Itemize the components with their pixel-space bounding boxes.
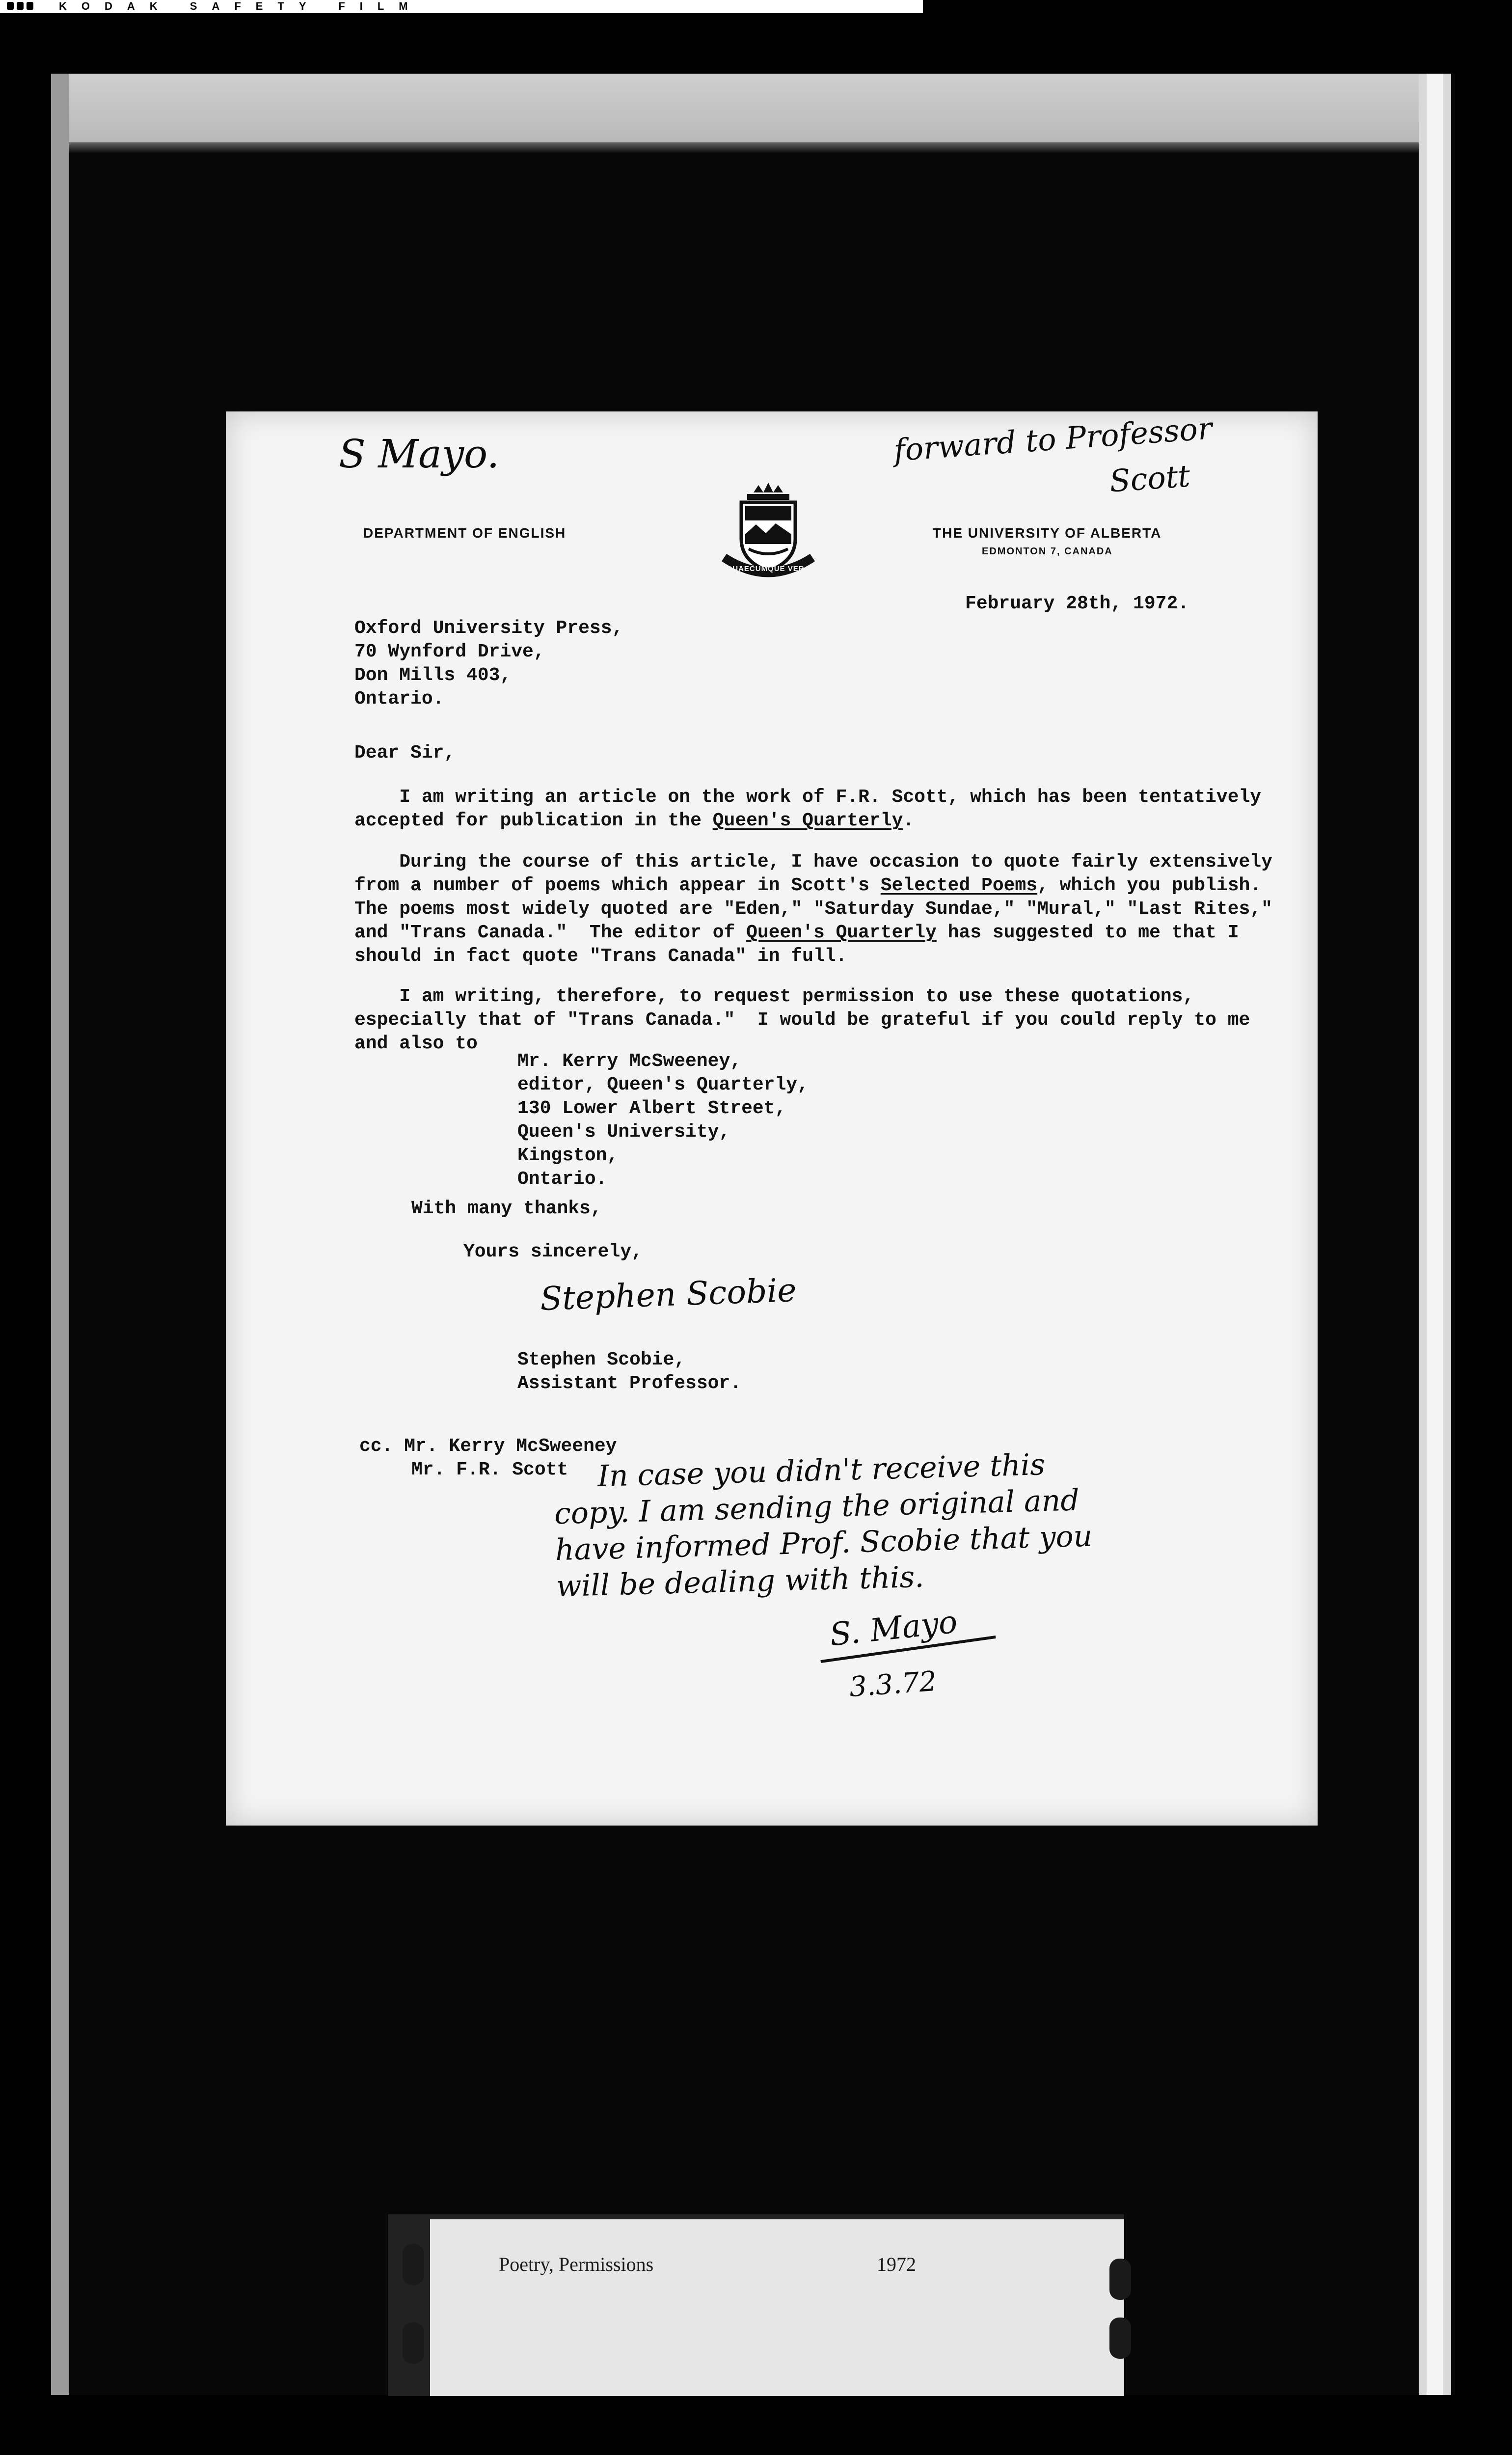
paragraph-line: especially that of "Trans Canada." I would be grateful if you could reply to me: [354, 1009, 1250, 1031]
frame-right-rail-inner: [1427, 74, 1443, 2395]
frame-top-band: [51, 74, 1421, 147]
handwritten-name-top-left: S Mayo.: [339, 431, 500, 477]
university-crest: [712, 475, 825, 588]
address-line: 130 Lower Albert Street,: [517, 1098, 786, 1119]
card-punch-hole: [1109, 2318, 1131, 2359]
underlined-title: Queen's Quarterly: [712, 810, 903, 831]
card-subject: Poetry, Permissions: [499, 2253, 654, 2275]
underlined-title: Selected Poems: [880, 875, 1038, 896]
card-punch-hole: [1109, 2259, 1131, 2300]
handwritten-note-line: have informed Prof. Scobie that you: [555, 1519, 1093, 1568]
handwritten-note-line: will be dealing with this.: [556, 1559, 925, 1604]
address-line: 70 Wynford Drive,: [354, 641, 545, 662]
paragraph-line: and "Trans Canada." The editor of Queen's Quarterly has suggested to me that I: [354, 922, 1239, 943]
frame-left-rail: [51, 74, 69, 2395]
university-name: THE UNIVERSITY OF ALBERTA: [933, 525, 1162, 541]
frame-top-shadow: [51, 142, 1421, 153]
crest-shield-icon: [712, 475, 825, 588]
cc-line-2: Mr. F.R. Scott: [411, 1459, 568, 1480]
address-line: Don Mills 403,: [354, 665, 512, 686]
archive-label-card: [430, 2219, 1124, 2396]
handwritten-forward-note-line2: Scott: [1108, 458, 1191, 499]
paragraph-line: I am writing, therefore, to request permission to use these quotations,: [354, 986, 1194, 1007]
film-edge-strip: [0, 0, 923, 13]
paragraph-2: [354, 850, 1272, 968]
film-sprocket-holes: [7, 2, 41, 10]
card-year: 1972: [877, 2253, 916, 2275]
paragraph-line: from a number of poems which appear in Scott's Selected Poems, which you publish.: [354, 875, 1262, 896]
thanks-line: With many thanks,: [411, 1198, 602, 1219]
signature: Stephen Scobie: [539, 1271, 797, 1318]
signer-title: Assistant Professor.: [517, 1373, 742, 1394]
card-punch-hole: [403, 2244, 424, 2285]
closing-line: Yours sincerely,: [463, 1241, 643, 1262]
address-line: Queen's University,: [517, 1121, 730, 1143]
salutation: Dear Sir,: [354, 742, 456, 764]
paragraph-line: The poems most widely quoted are "Eden," "Saturday Sundae," "Mural," "Last Rites,": [354, 899, 1272, 920]
paragraph-line: should in fact quote "Trans Canada" in full.: [354, 946, 847, 967]
handwritten-note-line: In case you didn't receive this: [597, 1447, 1046, 1494]
handwritten-forward-note: forward to Professor: [892, 410, 1214, 468]
crest-motto: QUAECUMQUE VERA: [726, 565, 810, 573]
university-city: EDMONTON 7, CANADA: [982, 546, 1113, 557]
film-edge-text: KODAK SAFETY FILM: [59, 0, 423, 12]
paragraph-3: [354, 985, 1250, 1056]
paragraph-line: During the course of this article, I have occasion to quote fairly extensively: [354, 851, 1272, 873]
reply-address: [517, 1050, 809, 1191]
card-punch-hole: [403, 2322, 424, 2364]
signer-name: Stephen Scobie,: [517, 1349, 686, 1370]
paragraph-line: I am writing an article on the work of F.R. Scott, which has been tentatively: [354, 787, 1262, 808]
department-heading: DEPARTMENT OF ENGLISH: [363, 525, 567, 541]
letter-page: [226, 411, 1318, 1826]
underlined-title: Queen's Quarterly: [746, 922, 937, 943]
address-line: editor, Queen's Quarterly,: [517, 1074, 809, 1095]
cc-line-1: cc. Mr. Kerry McSweeney: [359, 1436, 617, 1457]
paragraph-line: and also to: [354, 1033, 478, 1054]
handwritten-initials: S. Mayo: [828, 1604, 959, 1654]
paragraph-line: accepted for publication in the Queen's Quarterly.: [354, 810, 915, 831]
address-line: Mr. Kerry McSweeney,: [517, 1051, 742, 1072]
handwritten-note-date: 3.3.72: [848, 1665, 938, 1704]
paragraph-1: [354, 786, 1261, 833]
address-line: Ontario.: [354, 688, 444, 709]
handwritten-note-line: copy. I am sending the original and: [554, 1483, 1080, 1531]
letter-date: February 28th, 1972.: [965, 593, 1189, 614]
address-line: Ontario.: [517, 1169, 607, 1190]
recipient-address: [354, 617, 623, 711]
address-line: Kingston,: [517, 1145, 619, 1166]
handwritten-note: [553, 1446, 1094, 1605]
address-line: Oxford University Press,: [354, 618, 623, 639]
